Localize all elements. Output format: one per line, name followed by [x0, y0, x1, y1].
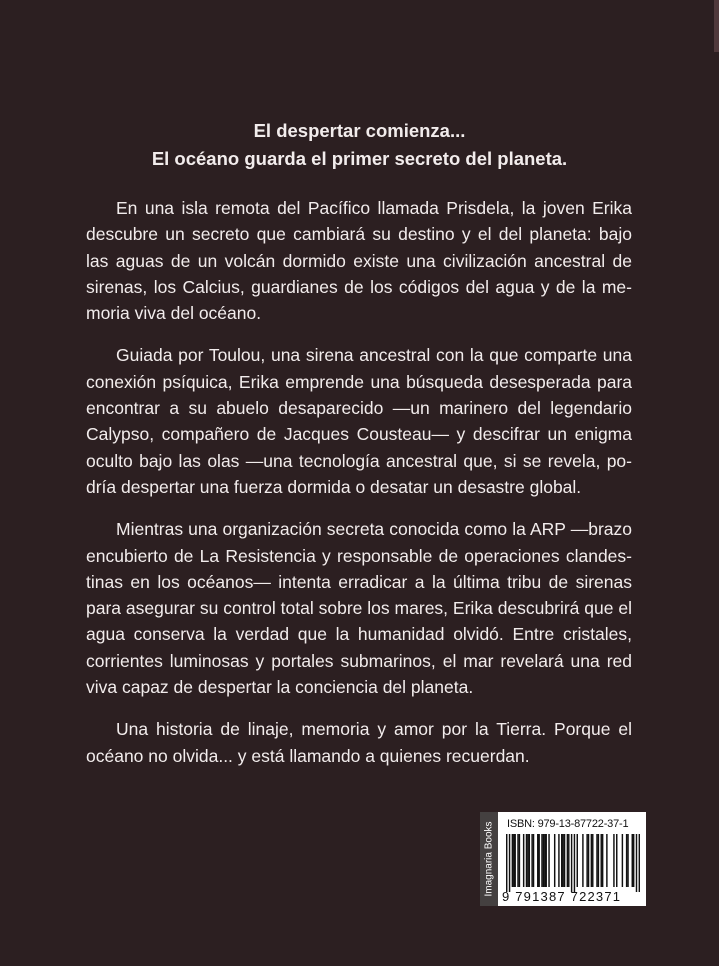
- barcode-bar: [513, 834, 514, 887]
- barcode-bar: [606, 834, 607, 887]
- cover-edge-strip: [714, 0, 719, 52]
- barcode-bar: [562, 834, 563, 887]
- barcode-bar: [564, 834, 565, 887]
- barcode-bar: [519, 834, 520, 887]
- barcode-bar: [529, 834, 530, 887]
- barcode-box: [480, 812, 646, 906]
- tagline-line-2: El océano guarda el primer secreto del planeta.: [151, 148, 568, 169]
- barcode-bar: [506, 834, 507, 892]
- barcode-bar: [633, 834, 634, 887]
- barcode-bar: [592, 834, 593, 887]
- isbn-label: ISBN: 979-13-87722-37-1: [507, 818, 629, 830]
- barcode-bar: [577, 834, 578, 887]
- barcode-bar: [545, 834, 546, 887]
- barcode-bar: [591, 834, 592, 887]
- blurb-paragraph-4: Una historia de linaje, memoria y amor por la Tierra. Porque el océano no olvida... y está llamando a quienes recuerdan.: [86, 719, 632, 766]
- barcode-bar: [567, 834, 568, 887]
- publisher-name: Imagnaria Books: [483, 821, 495, 897]
- barcode-bar: [548, 834, 549, 887]
- barcode-bar: [537, 834, 538, 887]
- barcode-bar: [544, 834, 545, 887]
- barcode-bar: [517, 834, 518, 887]
- barcode-bar: [543, 834, 544, 887]
- barcode-bar: [602, 834, 603, 887]
- barcode-bar: [601, 834, 602, 887]
- barcode-bar: [523, 834, 524, 887]
- barcode-bar: [627, 834, 628, 887]
- blurb: [86, 195, 632, 785]
- blurb-paragraph-1: En una isla remota del Pacífico llamada Prisdela, la joven Erika descubre un secreto que cambiará su destino y el del planeta: bajo las aguas de un volcán dormido existe una civilización ancestral de sirenas, los Calcius, guardianes de los códigos del agua y de la memoria viva del océano.: [86, 198, 632, 324]
- barcode-bar: [639, 834, 640, 892]
- barcode-bar: [531, 834, 532, 887]
- barcode-bar: [626, 834, 627, 887]
- barcode-bar: [632, 834, 633, 887]
- blurb-paragraph-3: Mientras una organización secreta conocida como la ARP —brazo encubierto de La Resistencia y responsable de operaciones clandestinas en los océanos— intenta erradicar a la última tribu de sirenas para asegurar su control total sobre los mares, Erika descubrirá que el agua conserva la verdad que la humanidad olvidó. Entre cristales, corrientes luminosas y portales submarinos, el mar revelará una red viva capaz de despertar la conciencia del planeta.: [86, 519, 632, 698]
- barcode-bar: [596, 834, 597, 887]
- barcode-bar: [574, 834, 575, 892]
- barcode-bar: [588, 834, 589, 887]
- blurb-paragraph-2: Guiada por Toulou, una sirena ancestral con la que comparte una conexión psíquica, Erika emprende una búsqueda desesperada para encontrar a su abuelo desaparecido —un marinero del legendario Calypso, compañero de Jacques Cousteau— y descifrar un enigma oculto bajo las olas —una tecnología ancestral que, si se revela, podría despertar una fuerza dormida o desatar un desastre global.: [86, 345, 632, 497]
- publisher-tab: [480, 812, 498, 906]
- barcode-bar: [554, 834, 555, 887]
- barcode-bar: [558, 834, 559, 887]
- tagline-line-1: El despertar comienza...: [253, 120, 466, 141]
- barcode-bar: [514, 834, 515, 887]
- barcode-bar: [636, 834, 637, 892]
- barcode-bar: [622, 834, 623, 887]
- barcode-bar: [533, 834, 534, 887]
- barcode-bar: [613, 834, 614, 887]
- barcode-bar: [541, 834, 542, 887]
- tagline: [0, 117, 719, 173]
- barcode-bars: [506, 834, 640, 892]
- barcode-bar: [586, 834, 587, 887]
- barcode-bar: [512, 834, 513, 887]
- barcode-bar: [561, 834, 562, 887]
- barcode-bar: [598, 834, 599, 887]
- barcode-bar: [571, 834, 572, 892]
- barcode-bar: [526, 834, 527, 887]
- barcode-bar: [538, 834, 539, 887]
- barcode-bar: [582, 834, 583, 887]
- barcode-bar: [568, 834, 569, 887]
- barcode-bar: [527, 834, 528, 887]
- barcode-digits: 9 791387 722371: [502, 889, 622, 904]
- barcode-bar: [616, 834, 617, 887]
- barcode-bar: [509, 834, 510, 892]
